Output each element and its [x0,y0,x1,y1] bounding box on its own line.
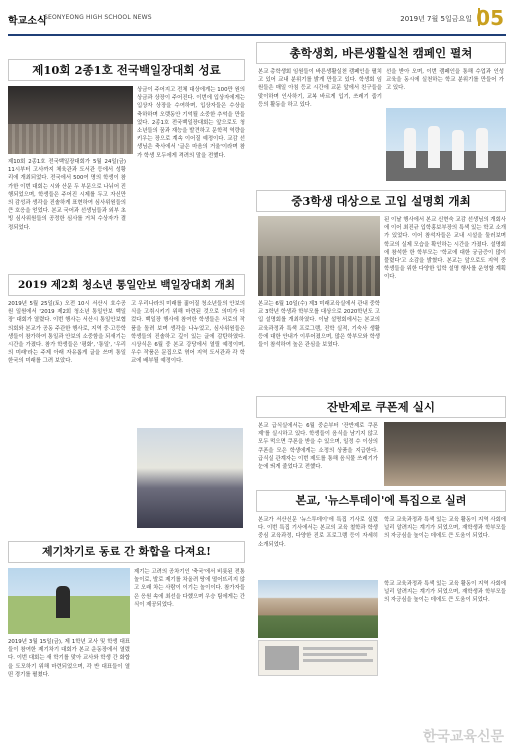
article-5-photo [384,422,506,486]
page-header [8,2,506,34]
article-7-title: 제기차기로 동료 간 화합을 다져요! [8,541,245,563]
article-6-col-left: 본교가 서산신문 '뉴스투데이'에 특집 기사로 실렸다. 이번 특집 기사에서는 본교의 교육 철학과 학생 중심 교육과정, 다양한 진로 프로그램 등이 자세히 소개되었다. [258,517,378,548]
article-7-col-1: 2019년 3월 15일(금), 제 1학년 교사 및 학생 대표들이 참여한 제기차기 대회가 본교 운동장에서 열렸다. 이번 대회는 새 학기를 맞아 교사와 학생 간 화합을 도모하기 위해 마련되었으며, 각 반 대표들이 열띤 경기를 펼쳤다. [8,639,130,678]
article-6-photo-building [258,580,378,638]
article-6-col-lower: 학교 교육과정과 특색 있는 교육 활동이 지역 사회에 널리 알려지는 계기가 되었으며, 재학생과 학부모들의 자긍심을 높이는 데에도 큰 도움이 되었다. [384,581,506,604]
issue-date: 2019년 7월 5일금요일 [400,15,472,23]
article-1-title: 제10회 2종1호 전국백일장대회 성료 [8,59,245,81]
article-4-col-left: 본교는 6월 10일(수) 제3 미래교육실에서 관내 중학교 3학년 학생과 학부모를 대상으로 2020학년도 고입 설명회를 개최하였다. 이날 설명회에서는 본교의 교육과정과 특색 프로그램, 진학 실적, 기숙사 생활 등에 대한 안내가 이루어졌으며, 많은 학부모와 학생들이 참석하여 높은 관심을 보였다. [258,301,380,349]
article-5-title: 잔반제로 쿠폰제 실시 [256,396,506,418]
watermark: 한국교육신문 [422,729,504,745]
article-6-title: 본교, '뉴스투데이'에 특집으로 실려 [256,490,506,512]
header-rule [8,34,506,36]
article-2-title: 2019 제2회 청소년 통일안보 백일장대회 개최 [8,274,245,296]
article-3-photo [386,108,506,181]
article-7-col-2: 제기는 고려의 공차기인 '축국'에서 비롯된 전통 놀이로, 발로 제기를 차올려 땅에 떨어뜨리지 않고 오래 차는 사람이 이기는 놀이이다. 참가자들은 응원 속에 최선을 다했으며 우승 팀에게는 간식이 제공되었다. [134,569,245,608]
article-4-photo [258,216,380,296]
article-7-photo [8,568,130,634]
article-3-title: 총학생회, 바른생활실천 캠페인 펼쳐 [256,42,506,64]
article-5-col: 본교 급식실에서는 6월 중순부터 '잔반제로 쿠폰제'를 실시하고 있다. 학생들이 음식을 남기지 않고 모두 먹으면 쿠폰을 받을 수 있으며, 일정 수 이상의 쿠폰을 모은 학생에게는 소정의 상품을 지급한다. 급식실 관계자는 이번 제도를 통해 음식물 쓰레기가 눈에 띄게 줄었다고 전했다. [258,423,378,471]
article-1-col-2: 상금이 주어지고 전체 대상에게는 100만 원의 상금과 상장이 주어진다. 이번에 입상자에게는 입상자 상장을 수여하며, 입상자들은 수상을 축하하며 오랫동안 기억될 소중한 추억을 만들었다. 2종1호 전국백일장대회는 앞으로도 청소년들의 꿈과 재능을 발견하고 문학적 역량을 키우는 장으로 계속 이어질 예정이다. 교감 선생님은 축사에서 '글은 마음의 거울'이라며 참가 학생 모두에게 격려의 말을 전했다. [137,87,245,159]
article-1-col-1: 제10회 2종1호 전국백일장대회가 5월 24일(금) 11시부터 고사까지 체육관과 도서관 등에서 성황리에 개최되었다. 전국에서 500여 명의 학생이 참가한 이번 대회는 시와 산문 두 부문으로 나뉘어 진행되었으며, 학생들은 주어진 시제를 두고 자신만의 감성과 생각을 진솔하게 표현하여 심사위원들의 큰 호응을 얻었다. 본교 국어과 선생님들과 외부 초빙 심사위원들의 공정한 심사를 거쳐 수상자가 결정되었다. [8,159,126,231]
article-6-col-right: 학교 교육과정과 특색 있는 교육 활동이 지역 사회에 널리 알려지는 계기가 되었으며, 재학생과 학부모들의 자긍심을 높이는 데에도 큰 도움이 되었다. [384,517,506,540]
article-2-col-1: 2019년 5월 25일(토) 오전 10시 서산시 호수공원 일원에서 '2019 제2회 청소년 통일안보 백일장' 대회가 열렸다. 이번 행사는 서산시 통일안보협의회와 본교가 공동 주관한 행사로, 지역 중·고등학생들이 참가하여 통일과 안보의 소중함을 되새기는 시간을 가졌다. 참가 학생들은 '평화', '통일', '우리의 미래'라는 주제 아래 자유롭게 글을 쓰며 통일 한국의 미래를 그려 보았다. [8,301,126,365]
article-1-photo [8,86,133,154]
article-3-col-1: 본교 총학생회 임원들이 바른생활실천 캠페인을 펼치고 있어 교내 분위기를 밝게 만들고 있다. 학생회 임원들은 매일 아침 등교 시간에 교문 앞에서 친구들을 맞이하며 인사하기, 교복 바르게 입기, 쓰레기 줍기 등의 활동을 하고 있다. [258,69,382,108]
article-4-title: 중3학생 대상으로 고입 설명회 개최 [256,190,506,212]
article-6-photo-poster [258,640,378,676]
article-3-col-2: 선을 받아 오며, 이번 캠페인을 통해 수업과 인성 교육을 동시에 실천하는 학교 분위기를 만들어 가고 있다. [386,69,504,92]
school-name: SEONYEONG HIGH SCHOOL NEWS [44,14,152,21]
article-2-photo [137,428,243,528]
article-4-col-right: 된 이날 행사에서 본교 신현숙 교감 선생님의 개회사에 이어 최진규 입학홍보부장의 특색 있는 학교 소개가 있었다. 이어 참석자들은 교내 시설을 둘러보며 학교의 실제 모습을 확인하는 시간을 가졌다. 설명회에 참석한 한 학부모는 '학교에 대한 궁금증이 많이 풀렸다'고 소감을 밝혔다. 본교는 앞으로도 지역 중학생들을 위한 다양한 입학 설명 행사를 운영할 계획이다. [384,217,506,281]
section-label: 학교소식 [8,16,47,27]
page-number: 05 [476,6,504,30]
article-2-col-2: 고 우리나라의 미래를 짊어질 청소년들의 안보의식을 고취시키기 위해 마련된 것으로 의미가 더 컸다. 백일장 행사에 참여한 학생들은 서로의 작품을 돌려 보며 생각을 나누었고, 심사위원들은 학생들의 진솔하고 깊이 있는 글에 감탄하였다. 시상식은 6월 중 본교 강당에서 열릴 예정이며, 우수 작품은 문집으로 엮어 지역 도서관과 각 학교에 배부될 예정이다. [131,301,245,365]
